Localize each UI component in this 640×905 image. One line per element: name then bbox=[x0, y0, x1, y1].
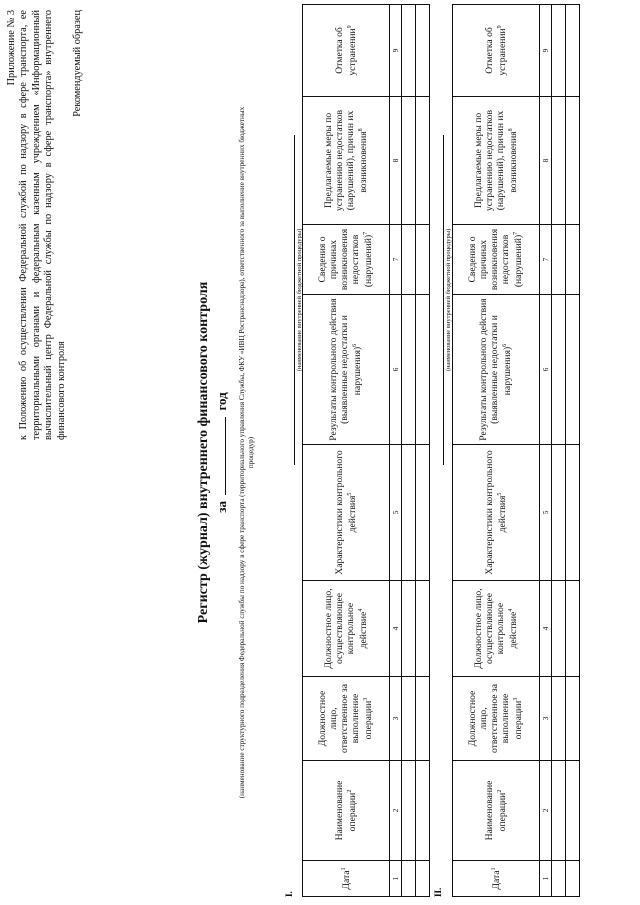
appendix-text: к Положению об осуществлении Федеральной службой по надзору в сфере транспорта, ее территориальными органами и федеральным казенным учреждением «Информационный вычислительный центр Федеральной службы по надзору в сфере транспорта» внутреннего финансового контроля bbox=[18, 10, 67, 440]
column-number: 9 bbox=[540, 5, 552, 97]
appendix-number: Приложение № 3 bbox=[6, 10, 17, 86]
sample-note: Рекомендуемый образец bbox=[72, 10, 84, 117]
column-header: Дата$^1$ bbox=[303, 861, 390, 897]
column-header: Должностное лицо, осуществляющее контрольное действие$^4$ bbox=[453, 581, 540, 677]
column-number-row bbox=[540, 5, 552, 897]
period-prefix: за bbox=[214, 501, 229, 513]
column-number: 4 bbox=[540, 581, 552, 677]
register-table bbox=[452, 4, 580, 897]
column-number: 1 bbox=[390, 861, 402, 897]
blank-row bbox=[416, 5, 430, 897]
header-row bbox=[303, 5, 390, 897]
column-header: Отметка об устранении$^9$ bbox=[303, 5, 390, 97]
column-header: Сведения о причинах возникновения недостатков (нарушений)$^7$ bbox=[453, 225, 540, 295]
column-header: Характеристики контрольного действия$^5$ bbox=[453, 445, 540, 581]
column-number: 9 bbox=[390, 5, 402, 97]
section-label: II. bbox=[433, 887, 443, 897]
period-blank bbox=[225, 417, 226, 495]
column-number: 5 bbox=[540, 445, 552, 581]
column-header: Предлагаемые меры по устранению недостатков (нарушений), причин их возникновения$^8$ bbox=[303, 97, 390, 225]
column-header: Должностное лицо, осуществляющее контрольное действие$^4$ bbox=[303, 581, 390, 677]
column-number: 3 bbox=[390, 677, 402, 761]
column-number: 3 bbox=[540, 677, 552, 761]
period-suffix: год bbox=[214, 392, 229, 411]
column-header: Наименование операции$^2$ bbox=[303, 761, 390, 861]
blank-row bbox=[566, 5, 580, 897]
procedure-line bbox=[443, 135, 444, 465]
column-number: 7 bbox=[390, 225, 402, 295]
blank-row bbox=[552, 5, 566, 897]
title-block bbox=[196, 0, 255, 905]
column-number: 8 bbox=[540, 97, 552, 225]
column-header: Характеристики контрольного действия$^5$ bbox=[303, 445, 390, 581]
document-title: Регистр (журнал) внутреннего финансового контроля bbox=[196, 281, 211, 624]
column-number-row bbox=[390, 5, 402, 897]
column-number: 6 bbox=[540, 295, 552, 445]
procedure-caption: (наименование внутренней бюджетной процедуры) bbox=[296, 228, 303, 372]
procedure-line bbox=[294, 135, 295, 465]
column-header: Должностное лицо, ответственное за выполнение операции$^3$ bbox=[453, 677, 540, 761]
column-number: 2 bbox=[540, 761, 552, 861]
column-number: 8 bbox=[390, 97, 402, 225]
column-header: Результаты контрольного действия (выявленные недостатки и нарушения)$^6$ bbox=[453, 295, 540, 445]
blank-row bbox=[402, 5, 416, 897]
column-header: Наименование операции$^2$ bbox=[453, 761, 540, 861]
column-header: Предлагаемые меры по устранению недостатков (нарушений), причин их возникновения$^8$ bbox=[453, 97, 540, 225]
section-label: I. bbox=[284, 891, 294, 897]
column-header: Сведения о причинах возникновения недостатков (нарушений)$^7$ bbox=[303, 225, 390, 295]
column-number: 1 bbox=[540, 861, 552, 897]
column-number: 5 bbox=[390, 445, 402, 581]
period-line bbox=[214, 0, 230, 905]
register-table bbox=[302, 4, 430, 897]
column-header: Результаты контрольного действия (выявленные недостатки и нарушения)$^6$ bbox=[303, 295, 390, 445]
procedure-caption: (наименование внутренней бюджетной процедуры) bbox=[445, 228, 452, 372]
column-header: Дата$^1$ bbox=[453, 861, 540, 897]
appendix-block bbox=[6, 10, 84, 440]
column-number: 2 bbox=[390, 761, 402, 861]
column-header: Должностное лицо, ответственное за выполнение операции$^3$ bbox=[303, 677, 390, 761]
column-number: 6 bbox=[390, 295, 402, 445]
column-header: Отметка об устранении$^9$ bbox=[453, 5, 540, 97]
unit-caption: (наименование структурного подразделения Федеральной службы по надзору в сфере транспорта (территориального управления Службы, ФКУ «ИВЦ Ространснадзора), ответственного за выполнение внутренних бюджетных процедур) bbox=[238, 106, 255, 799]
column-number: 4 bbox=[390, 581, 402, 677]
column-number: 7 bbox=[540, 225, 552, 295]
header-row bbox=[453, 5, 540, 897]
